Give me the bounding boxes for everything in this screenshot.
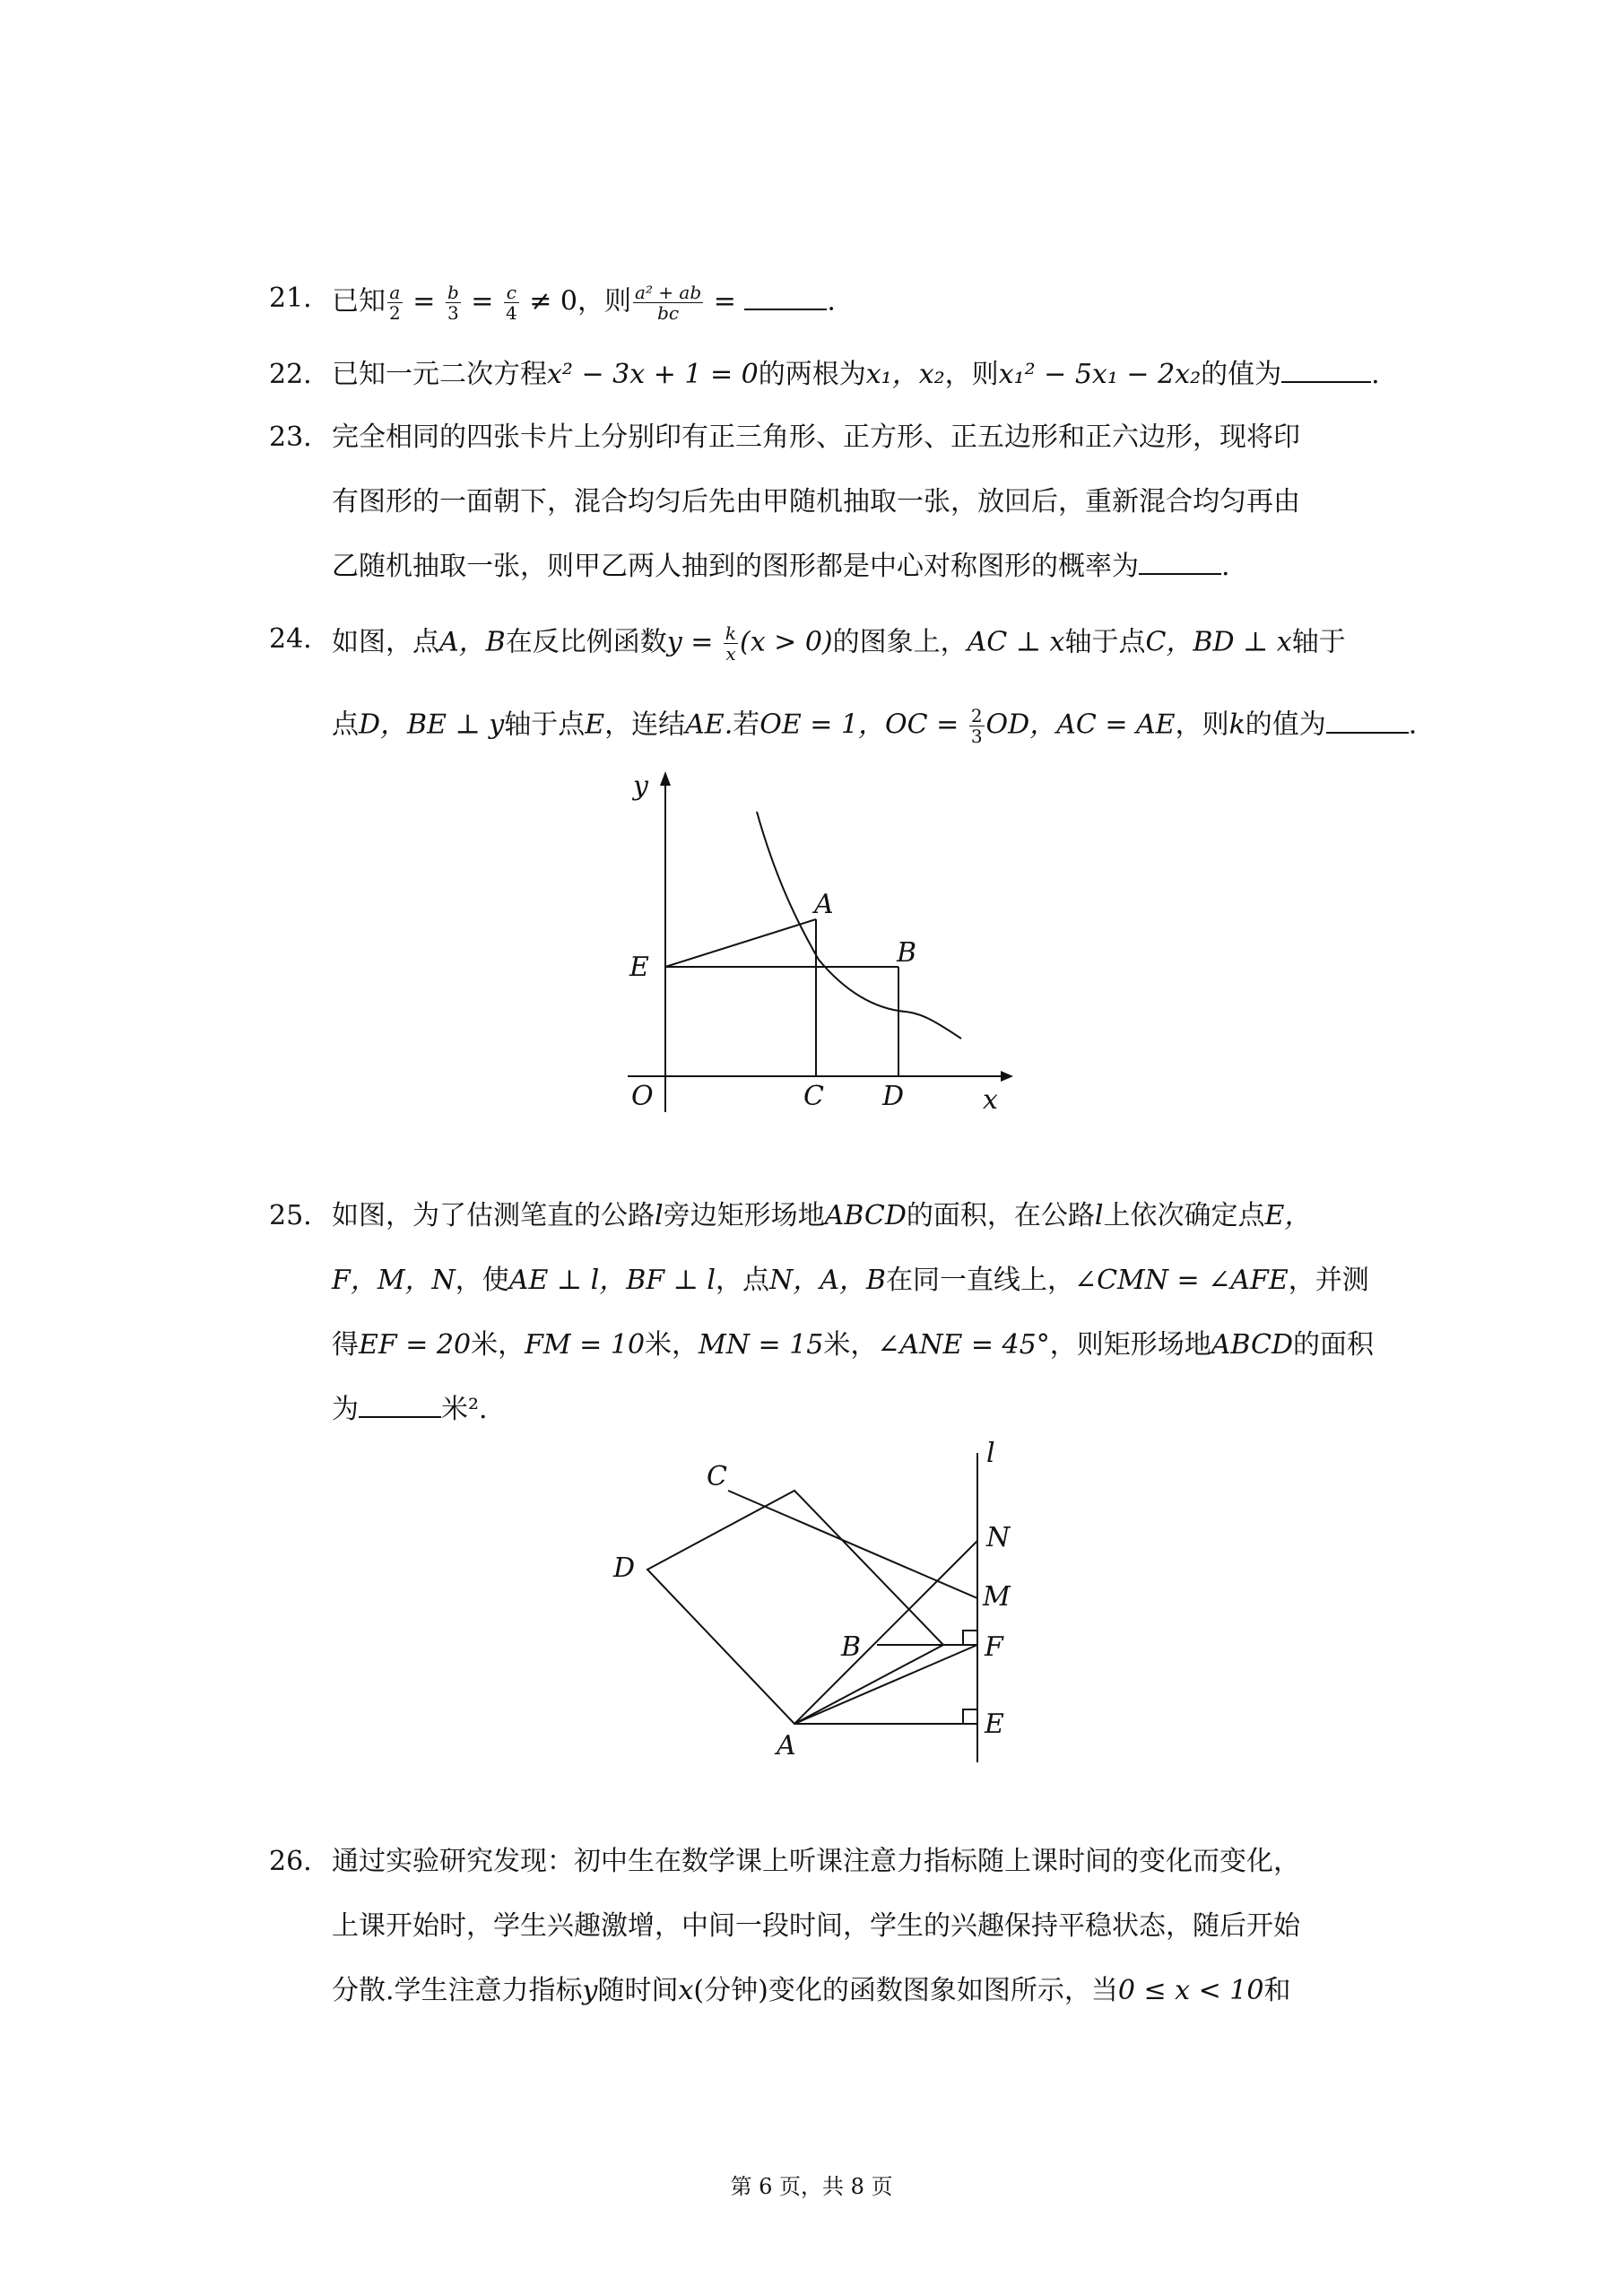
label-F: F [985,1631,1003,1663]
q24-figure [610,771,1022,1121]
segment-AF [794,1645,977,1724]
hyperbola-curve [757,812,961,1039]
question-text-line: 如图，点A，B在反比例函数y = $\frac{k}{x}$ (x > 0)的图象上，AC ⊥ x轴于点C，BD ⊥ x轴于 [332,622,1346,665]
fraction: $\frac{\text{a² + ab}}{bc}$ [635,282,702,324]
answer-blank [1326,710,1409,734]
label-l: l [986,1438,995,1469]
question-text-line: 分散.学生注意力指标y随时间x(分钟)变化的函数图象如图所示，当0 ≤ x < 10和 [332,1975,1291,2006]
right-angle-mark-F [963,1631,977,1645]
fraction: $\frac{a}{2}$ [389,282,401,324]
fraction: $\frac{c}{4}$ [505,282,517,324]
label-N: N [986,1522,1011,1553]
question-text-line: 为 米². [332,1394,488,1425]
question-text-line: 完全相同的四张卡片上分别印有正三角形、正方形、正五边形和正六边形，现将印 [332,422,1300,453]
label-x: x [983,1084,998,1116]
question-number: 21. [269,283,312,314]
segment-CM [728,1491,977,1598]
label-O: O [631,1081,654,1112]
fraction: $\frac{2}{3}$ [970,705,983,747]
question-text-line: 乙随机抽取一张，则甲乙两人抽到的图形都是中心对称图形的概率为 . [332,551,1230,582]
answer-blank [359,1395,441,1418]
y-arrow-icon [660,771,671,786]
answer-blank [744,287,827,310]
label-E: E [629,952,649,983]
question-number: 22. [269,359,312,390]
question-text-line: 如图，为了估测笔直的公路l旁边矩形场地ABCD的面积，在公路l上依次确定点E， [332,1200,1312,1231]
label-E: E [985,1709,1004,1740]
label-y: y [633,771,648,802]
label-C: C [803,1081,824,1112]
question-number: 26. [269,1846,312,1877]
fraction: $\frac{b}{3}$ [447,282,459,324]
question-number: 24. [269,623,312,655]
x-arrow-icon [1001,1071,1013,1082]
question-number: 23. [269,422,312,453]
label-D: D [882,1081,905,1112]
rectangle-ABCD [647,1491,943,1724]
label-B: B [897,937,917,969]
question-text-line: 点D，BE ⊥ y轴于点E，连结AE.若OE = 1，OC = $\frac{2}{3}$ OD，AC = AE，则k的值为 . [332,705,1418,747]
question-text-line: 有图形的一面朝下，混合均匀后先由甲随机抽取一张，放回后，重新混合均匀再由 [332,486,1300,517]
segment-AN [794,1541,977,1724]
label-A: A [814,889,834,920]
page-footer: 第 6 页，共 8 页 [730,2174,893,2199]
label-D: D [613,1552,636,1584]
question-text-line: F，M，N，使AE ⊥ l，BF ⊥ l，点N，A，B在同一直线上，∠CMN = ∠AFE，并测 [332,1265,1369,1296]
question-text-line: 上课开始时，学生兴趣激增，中间一段时间，学生的兴趣保持平稳状态，随后开始 [332,1910,1300,1942]
question-text: 已知 $\frac{a}{2}$ = $\frac{b}{3}$ = $\frac{c}{4}$ ≠ 0，则 $\frac{\text{a² + ab}}{bc}$ = . [332,282,836,324]
fraction: $\frac{k}{x}$ [725,622,737,665]
segment-EA [665,919,816,967]
label-C: C [707,1461,727,1492]
question-text-line: 得EF = 20米，FM = 10米，MN = 15米，∠ANE = 45°，则矩形场地ABCD的面积 [332,1329,1375,1361]
answer-blank [1281,360,1371,383]
question-text: 已知一元二次方程x² − 3x + 1 = 0的两根为x₁，x₂，则x₁² − 5x₁ − 2x₂的值为 . [332,359,1380,390]
answer-blank [1139,552,1221,575]
question-number: 25. [269,1200,312,1231]
label-A: A [777,1730,796,1761]
right-angle-mark-E [963,1709,977,1724]
q25-figure [592,1435,1058,1776]
question-text-line: 通过实验研究发现：初中生在数学课上听课注意力指标随上课时间的变化而变化， [332,1846,1300,1877]
label-M: M [983,1581,1011,1613]
label-B: B [841,1631,862,1663]
